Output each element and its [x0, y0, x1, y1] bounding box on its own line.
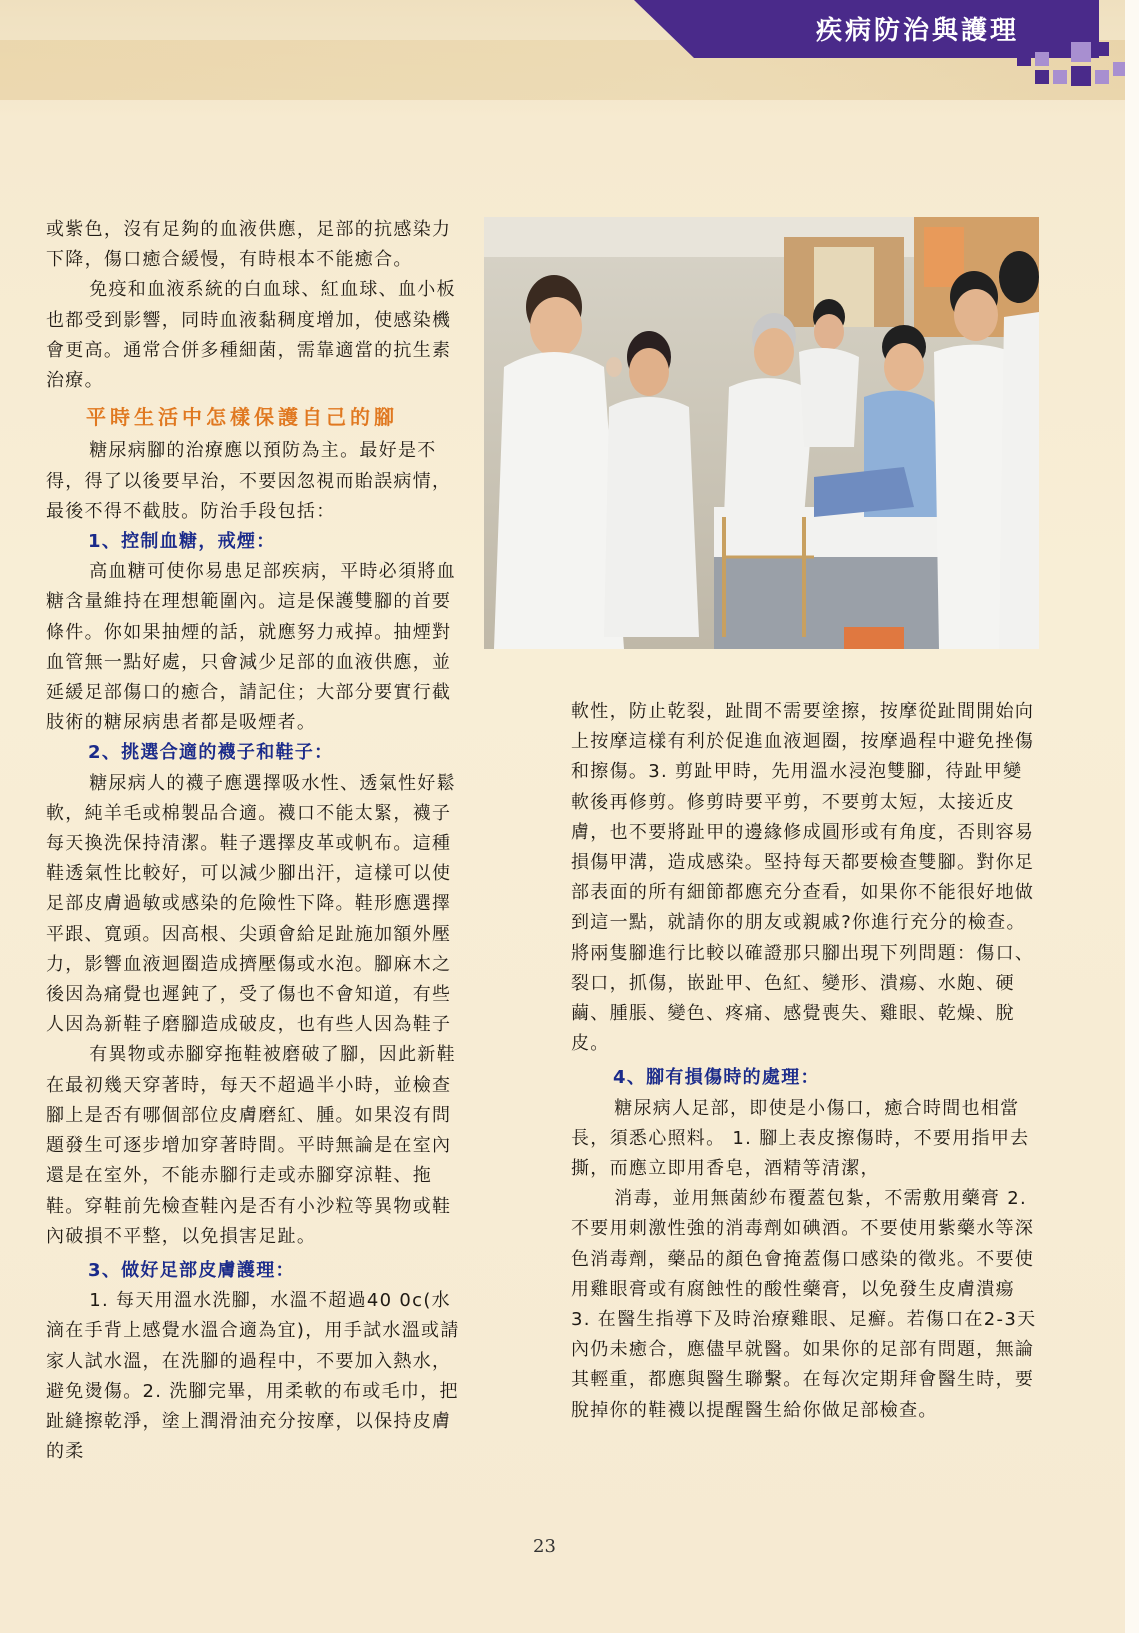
item2-heading: 2、挑選合適的襪子和鞋子： — [88, 742, 334, 764]
intro-paragraph-1: 或紫色，沒有足夠的血液供應，足部的抗感染力下降，傷口癒合緩慢，有時根本不能癒合。 — [46, 219, 452, 271]
intro-paragraph-2: 免疫和血液系統的白血球、紅血球、血小板也都受到影響，同時血液黏稠度增加，使感染機會更高。通常合併多種細菌，需靠適當的抗生素治療。 — [46, 279, 456, 392]
section-header-title: 疾病防治與護理 — [815, 16, 1019, 46]
page-number: 23 — [533, 1536, 556, 1557]
section-intro: 糖尿病腳的治療應以預防為主。最好是不得，得了以後要早治，不要因忽視而貽誤病情，最後不得不截肢。防治手段包括： — [46, 440, 452, 522]
item3-heading: 3、做好足部皮膚護理： — [88, 1259, 295, 1281]
clinic-photo — [484, 217, 1039, 649]
item4-body-a: 糖尿病人足部，即使是小傷口，癒合時間也相當長，須悉心照料。 1. 腳上表皮擦傷時，不要用指甲去撕，而應立即用香皂，酒精等清潔， — [571, 1097, 1030, 1180]
scan-edge — [1125, 0, 1139, 1633]
item2-body-b: 有異物或赤腳穿拖鞋被磨破了腳，因此新鞋在最初幾天穿著時，每天不超過半小時，並檢查腳上是否有哪個部位皮膚磨紅、腫。如果沒有問題發生可逐步增加穿著時間。平時無論是在室內還是在室外，不能赤腳行走或赤腳穿涼鞋、拖鞋。穿鞋前先檢查鞋內是否有小沙粒等異物或鞋內破損不平整，以免損害足趾。 — [46, 1044, 456, 1247]
item4-heading: 4、腳有損傷時的處理： — [613, 1067, 820, 1089]
item3-body: 1. 每天用溫水洗腳，水溫不超過40 0c(水滴在手背上感覺水溫合適為宜)，用手試水溫或請家人試水溫，在洗腳的過程中，不要加入熱水，避免燙傷。2. 洗腳完畢，用柔軟的布或毛巾，把趾縫擦乾淨，塗上潤滑油充分按摩，以保持皮膚的柔 — [46, 1290, 460, 1463]
photo-illustration — [484, 217, 1039, 649]
item2-body-a: 糖尿病人的襪子應選擇吸水性、透氣性好鬆軟，純羊毛或棉製品合適。襪口不能太緊，襪子每天換洗保持清潔。鞋子選擇皮革或帆布。這種鞋透氣性比較好，可以減少腳出汗，這樣可以使足部皮膚過敏或感染的危險性下降。鞋形應選擇平跟、寬頭。因高根、尖頭會給足趾施加額外壓力，影響血液迴圈造成擠壓傷或水泡。腳麻木之後因為痛覺也遲鈍了，受了傷也不會知道，有些人因為新鞋子磨腳造成破皮，也有些人因為鞋子 — [46, 772, 456, 1036]
item3-continued: 軟性，防止乾裂，趾間不需要塗擦，按摩從趾間開始向上按摩這樣有利於促進血液迴圈，按摩過程中避免挫傷和擦傷。3. 剪趾甲時，先用溫水浸泡雙腳，待趾甲變軟後再修剪。修剪時要平剪，不要剪太短，太接近皮膚，也不要將趾甲的邊緣修成圓形或有角度，否則容易損傷甲溝，造成感染。堅持每天都要檢查雙腳。對你足部表面的所有細節都應充分查看，如果你不能很好地做到這一點，就請你的朋友或親戚?你進行充分的檢查。將兩隻腳進行比較以確證那只腳出現下列問題：傷口、裂口，抓傷，嵌趾甲、色紅、變形、潰瘍、水皰、硬繭、腫脹、變色、疼痛、感覺喪失、雞眼、乾燥、脫皮。 — [571, 701, 1035, 1055]
left-column-top — [46, 215, 464, 1467]
decorative-squares — [1009, 38, 1129, 98]
item1-body: 高血糖可使你易患足部疾病，平時必須將血糖含量維持在理想範圍內。這是保護雙腳的首要條件。你如果抽煙的話，就應努力戒掉。抽煙對血管無一點好處，只會減少足部的血液供應，並延緩足部傷口的癒合，請記住；大部分要實行截肢術的糖尿病患者都是吸煙者。 — [46, 561, 456, 734]
right-column — [571, 697, 1041, 1426]
section-heading: 平時生活中怎樣保護自己的腳 — [86, 405, 398, 430]
item4-body-b: 消毒，並用無菌紗布覆蓋包紮，不需敷用藥膏 2. 不要用刺激性強的消毒劑如碘酒。不要使用紫藥水等深色消毒劑，藥品的顏色會掩蓋傷口感染的徵兆。不要使用雞眼膏或有腐蝕性的酸性藥膏，以免發生皮膚潰瘍 3. 在醫生指導下及時治療雞眼、足癬。若傷口在2-3天內仍未癒合，應儘早就醫。如果你的足部有問題，無論其輕重，都應與醫生聯繫。在每次定期拜會醫生時，要脫掉你的鞋襪以提醒醫生給你做足部檢查。 — [571, 1188, 1037, 1421]
item1-heading: 1、控制血糖，戒煙： — [88, 531, 276, 553]
